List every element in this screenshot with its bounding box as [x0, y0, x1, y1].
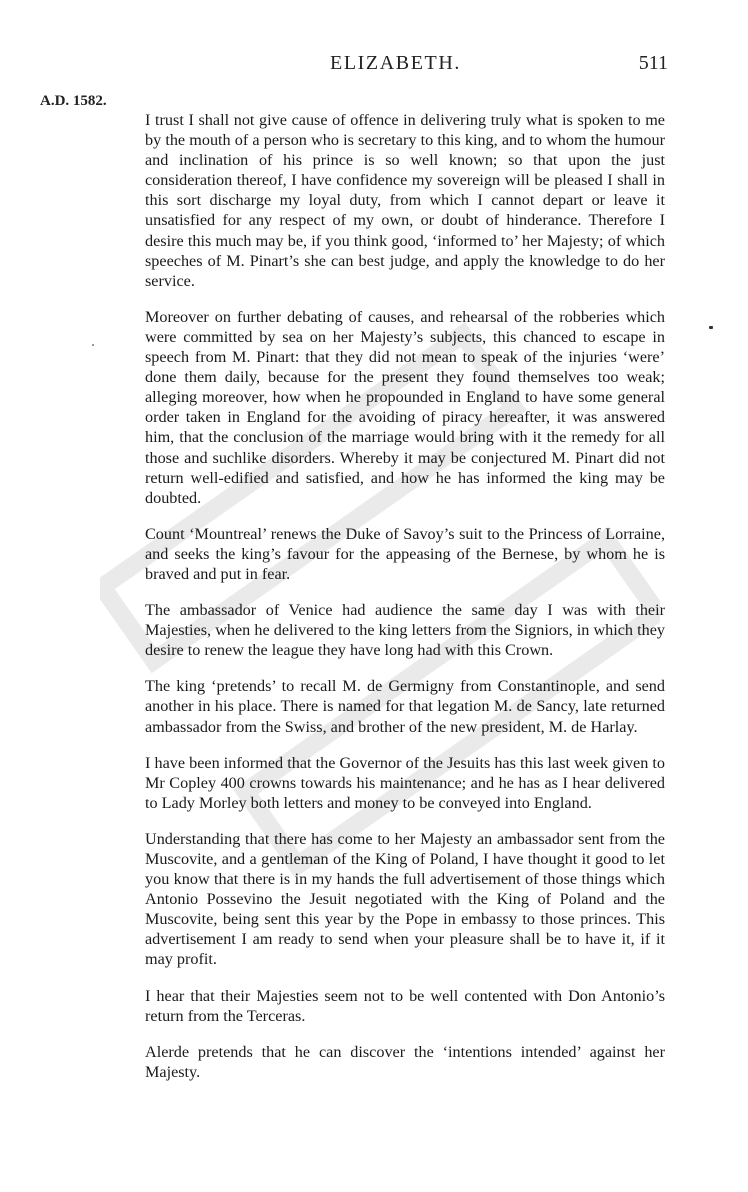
paragraph: Alerde pretends that he can discover the ‘intentions intended’ against her Majesty. [145, 1042, 665, 1081]
paragraph: Count ‘Mountreal’ renews the Duke of Savoy’s suit to the Princess of Lorraine, and seeks the king’s favour for the appeasing of the Bernese, by whom he is braved and put in fear. [145, 524, 665, 583]
running-head: ELIZABETH. [330, 52, 461, 74]
ink-speck [92, 344, 94, 346]
paragraph: The ambassador of Venice had audience the same day I was with their Majesties, when he delivered to the king letters from the Signiors, in which they desire to renew the league they have long had with this Crown. [145, 601, 665, 660]
margin-year: A.D. 1582. [40, 93, 107, 109]
ink-speck [709, 326, 713, 329]
letter-body [145, 110, 665, 1098]
paragraph: The king ‘pretends’ to recall M. de Germigny from Constantinople, and send another in his place. There is named for that legation M. de Sancy, late returned ambassador from the Swiss, and brother of the new president, M. de Harlay. [145, 677, 665, 736]
paragraph: I trust I shall not give cause of offence in delivering truly what is spoken to me by the mouth of a person who is secretary to this king, and to whom the humour and inclination of his prince is so well known; so that upon the just consideration thereof, I have confidence my sovereign will be pleased I shall in this sort discharge my loyal duty, from which I cannot depart or leave it unsatisfied for any respect of my own, or doubt of hinderance. Therefore I desire this much may be, if you think good, ‘informed to’ her Majesty; of which speeches of M. Pinart’s she can best judge, and apply the knowledge to do her service. [145, 111, 665, 290]
paragraph: Understanding that there has come to her Majesty an ambassador sent from the Muscovite, and a gentleman of the King of Poland, I have thought it good to let you know that there is in my hands the full advertisement of those things which Antonio Possevino the Jesuit negotiated with the King of Poland and the Muscovite, being sent this year by the Pope in embassy to those princes. This advertisement I am ready to send when your pleasure shall be to have it, if it may profit. [145, 829, 665, 969]
page-number: 511 [638, 52, 668, 74]
paragraph: I hear that their Majesties seem not to be well contented with Don Antonio’s return from the Terceras. [145, 986, 665, 1025]
paragraph: I have been informed that the Governor of the Jesuits has this last week given to Mr Copley 400 crowns towards his maintenance; and he has as I hear delivered to Lady Morley both letters and money to be conveyed into England. [145, 753, 665, 812]
paragraph: Moreover on further debating of causes, and rehearsal of the robberies which were committed by sea on her Majesty’s subjects, this chanced to escape in speech from M. Pinart: that they did not mean to speak of the injuries ‘were’ done them daily, because for the present they found themselves too weak; alleging moreover, how when he propounded in England to have some general order taken in England for the avoiding of piracy hereafter, it was answered him, that the conclusion of the marriage would bring with it the remedy for all those and suchlike disorders. Whereby it may be conjectured M. Pinart did not return well-edified and satisfied, and how he has informed the king may be doubted. [145, 307, 665, 507]
